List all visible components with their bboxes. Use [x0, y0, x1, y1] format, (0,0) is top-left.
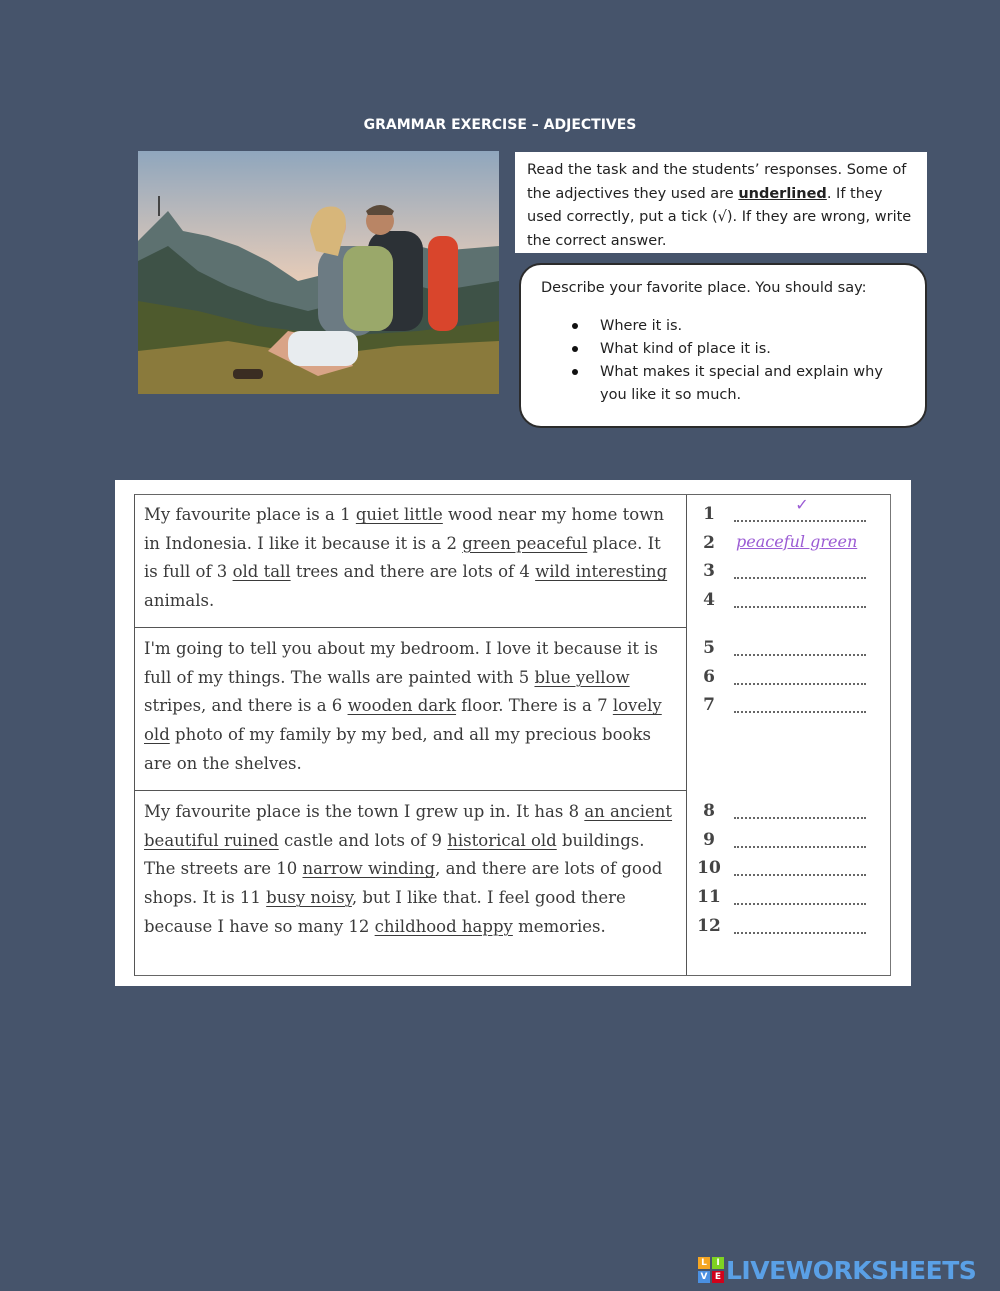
answer-number: 6	[703, 666, 715, 687]
answer-number: 8	[703, 801, 715, 821]
answer-number: 5	[703, 638, 715, 658]
task-bullet: What kind of place it is.	[541, 338, 909, 361]
logo-text: LIVEWORKSHEETS	[726, 1255, 977, 1285]
answer-group-1	[686, 495, 890, 616]
adjective-2: green peaceful	[462, 533, 588, 553]
answer-input-12[interactable]	[736, 913, 868, 937]
answer-input-3[interactable]	[736, 558, 868, 582]
answer-group-3	[686, 798, 890, 941]
underlined-word: underlined	[738, 185, 827, 202]
text: wood near my home town in Indonesia. I like it because it is a 2	[144, 505, 664, 553]
answer-number: 2	[703, 532, 715, 553]
answer-row	[686, 798, 890, 827]
logo-icon	[698, 1257, 724, 1283]
text: castle and lots of 9	[278, 830, 448, 850]
answer-number: 12	[697, 915, 721, 936]
answer-input-9[interactable]	[736, 827, 868, 851]
adjective-11: busy noisy	[266, 888, 352, 908]
answer-row	[686, 530, 890, 559]
answer-group-2	[686, 635, 890, 721]
answer-row	[686, 635, 890, 664]
row-divider	[135, 627, 686, 628]
text: photo of my family by my bed, and all my precious books are on the shelves.	[144, 725, 651, 773]
answer-row	[686, 913, 890, 942]
worksheet-panel	[115, 480, 911, 986]
text: memories.	[512, 916, 606, 936]
text: I'm going to tell you about my bedroom. I love it because it is full of my things. The walls are painted with 5	[144, 639, 658, 687]
response-paragraph-1	[144, 501, 674, 616]
response-paragraph-2	[144, 635, 674, 779]
task-box	[519, 263, 927, 428]
adjective-4: wild interesting	[535, 562, 668, 582]
answer-row	[686, 692, 890, 721]
answer-input-4[interactable]	[736, 587, 868, 611]
answer-input-1[interactable]: ✓	[795, 495, 809, 514]
answer-row	[686, 884, 890, 913]
adjective-12: childhood happy	[374, 916, 513, 936]
answer-input-6[interactable]	[736, 664, 868, 688]
adjective-8: an ancient beautiful ruined	[144, 802, 673, 850]
answer-number: 3	[703, 561, 715, 582]
hikers-photo-illustration	[138, 151, 499, 394]
task-bullet: Where it is.	[541, 315, 909, 338]
answer-input-5[interactable]	[736, 635, 868, 659]
answer-input-2[interactable]: peaceful green	[736, 531, 858, 551]
answer-row	[686, 827, 890, 856]
answer-row	[686, 855, 890, 884]
logo-letter: V	[698, 1271, 710, 1283]
logo-letter: L	[698, 1257, 710, 1269]
answer-row	[686, 495, 890, 530]
adjective-9: historical old	[447, 830, 557, 850]
adjective-1: quiet little	[355, 505, 443, 524]
answer-number: 1	[703, 504, 715, 524]
logo-letter: E	[712, 1271, 724, 1283]
answer-number: 10	[697, 858, 721, 879]
text: trees and there are lots of 4	[290, 562, 536, 582]
text: , and there are lots of good shops. It is 11	[144, 859, 663, 908]
worksheet-table	[134, 494, 891, 976]
answer-line	[734, 520, 866, 522]
answer-row	[686, 587, 890, 616]
answer-input-8[interactable]	[736, 798, 868, 822]
answer-input-11[interactable]	[736, 884, 868, 908]
instructions-box	[515, 152, 927, 253]
text: stripes, and there is a 6	[144, 696, 348, 716]
answer-input-10[interactable]	[736, 855, 868, 879]
answer-number: 11	[697, 887, 721, 908]
text: animals.	[144, 591, 215, 611]
adjective-3: old tall	[232, 562, 291, 582]
text: , but I like that. I feel good there because I have so many 12	[144, 888, 626, 936]
task-prompt: Describe your favorite place. You should say:	[541, 280, 867, 296]
text: buildings. The streets are 10	[144, 830, 645, 879]
response-paragraph-3	[144, 798, 674, 942]
adjective-7: lovely old	[144, 696, 662, 745]
adjective-10: narrow winding	[302, 859, 436, 879]
adjective-6: wooden dark	[347, 696, 457, 716]
logo-letter: I	[712, 1257, 724, 1269]
adjective-5: blue yellow	[534, 667, 630, 687]
task-bullet-list	[541, 315, 909, 407]
hikers-photo	[138, 151, 499, 394]
answer-number: 7	[703, 695, 715, 716]
row-divider	[135, 790, 686, 791]
text: floor. There is a 7	[456, 696, 613, 716]
liveworksheets-logo[interactable]	[698, 1255, 976, 1285]
text: place. It is full of 3	[144, 533, 661, 582]
page-title: GRAMMAR EXERCISE – ADJECTIVES	[363, 117, 637, 133]
text: My favourite place is a 1	[144, 505, 356, 524]
instructions-text: Read the task and the students’ responses. Some of the adjectives they used are	[527, 162, 907, 202]
task-bullet: What makes it special and explain why you like it so much.	[541, 361, 909, 407]
answer-number: 9	[703, 829, 715, 850]
answer-row	[686, 664, 890, 693]
text: My favourite place is the town I grew up in. It has 8	[144, 802, 585, 821]
answer-input-7[interactable]	[736, 692, 868, 716]
answer-row	[686, 558, 890, 587]
instructions-text-end: . If they used correctly, put a tick (√). If they are wrong, write the correct answer.	[527, 185, 912, 249]
answer-number: 4	[703, 590, 715, 611]
